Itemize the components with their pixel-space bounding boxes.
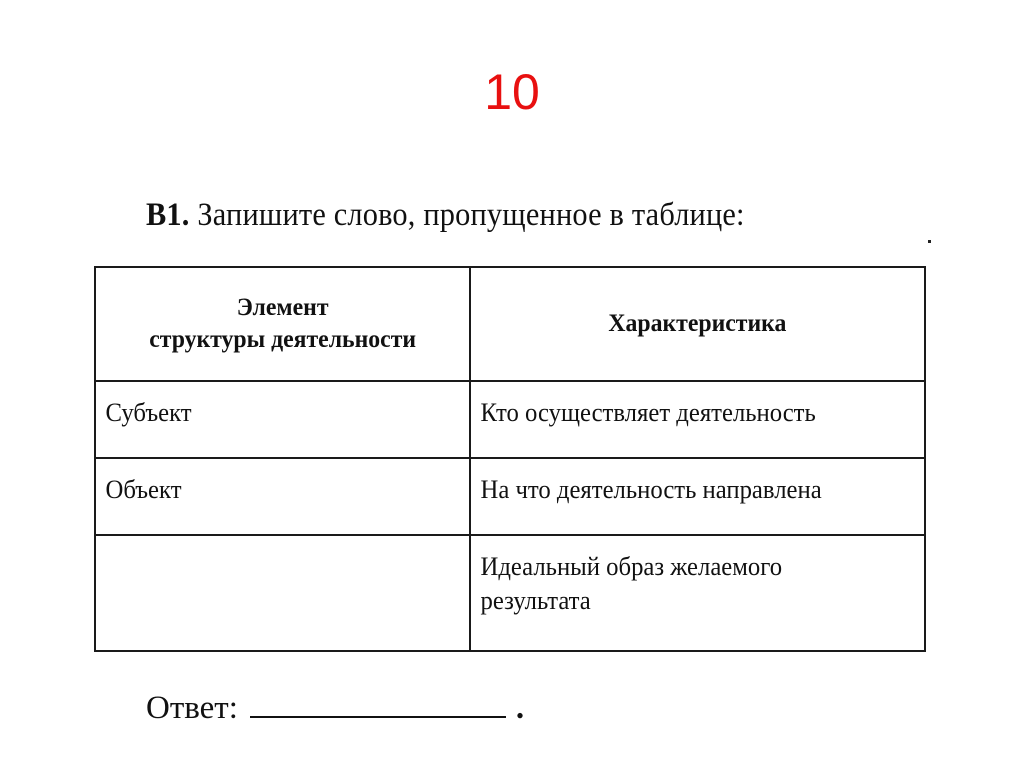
header-characteristic: [470, 267, 925, 381]
slide-number: 10: [484, 64, 540, 120]
cell-characteristic-text: На что деятельность направлена: [480, 475, 822, 504]
activity-structure-table: [94, 266, 926, 652]
cell-characteristic-text: Кто осуществляет деятельность: [480, 398, 817, 427]
cell-characteristic: [470, 535, 925, 651]
answer-blank-field[interactable]: [250, 690, 506, 718]
cell-characteristic: [470, 381, 925, 458]
answer-line: [146, 688, 524, 728]
header-element: [95, 267, 470, 381]
cell-characteristic: [470, 458, 925, 535]
table-row: [95, 381, 925, 458]
cell-element-text: [96, 536, 451, 550]
header-element-line-2: структуры деятельности: [149, 326, 417, 353]
cell-characteristic-line-1: Идеальный образ желаемого: [480, 552, 783, 581]
table-header-row: [95, 267, 925, 381]
task-text: Запишите слово, пропущенное в таблице:: [197, 197, 745, 233]
stray-dot: [928, 240, 931, 243]
cell-characteristic-line-2: результата: [480, 586, 592, 615]
cell-element-missing[interactable]: [95, 535, 470, 651]
cell-element: [95, 458, 470, 535]
header-characteristic-label: Характеристика: [608, 310, 787, 337]
table-row: [95, 458, 925, 535]
header-element-line-1: Элемент: [236, 294, 329, 321]
cell-element: [95, 381, 470, 458]
cell-element-text: Субъект: [105, 398, 192, 427]
task-code: В1.: [146, 197, 190, 233]
cell-element-text: Объект: [105, 475, 182, 504]
answer-label: Ответ:: [146, 690, 238, 726]
cell-characteristic-text: [471, 536, 901, 618]
task-prompt: [146, 194, 745, 236]
answer-end-mark: .: [515, 690, 525, 726]
table-row: [95, 535, 925, 651]
